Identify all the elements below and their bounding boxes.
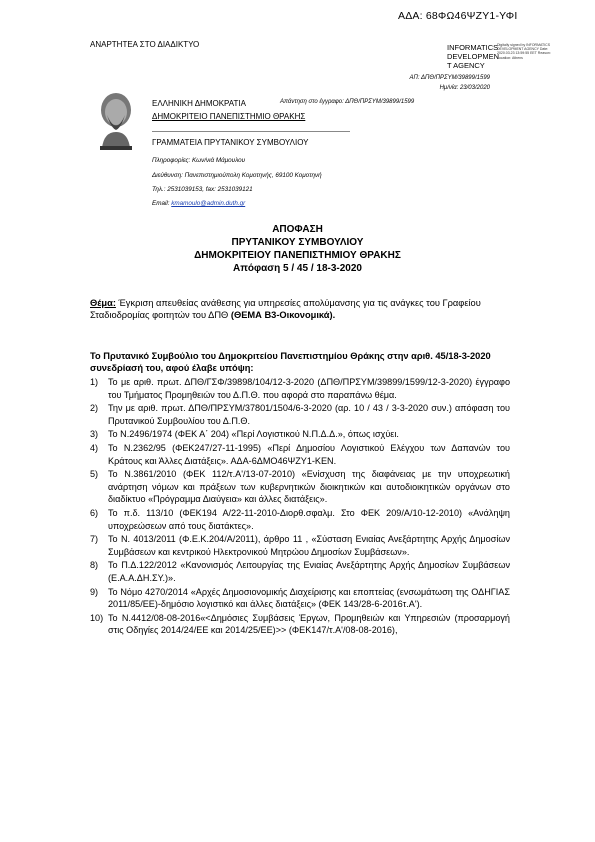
item-text: Το Ν.4412/08-08-2016«<Δημόσιες Συμβάσεις Έργων, Προμηθειών και Υπηρεσιών (προσαρμογή στις Οδηγίες 2014/24/ΕΕ και 2014/25/ΕΕ)>> (ΦΕΚ147/τ.Α'/08-08-2016), (108, 612, 510, 636)
ada-code: ΑΔΑ: 68ΦΩ46ΨΖΥ1-ΥΦΙ (398, 10, 518, 22)
item-number: 6) (90, 507, 99, 518)
item-text: Το με αριθ. πρωτ. ΔΠΘ/ΓΣΦ/39898/104/12-3-2020 (ΔΠΘ/ΠΡΣΥΜ/39899/1599/12-3-2020) έγγραφο του Τμήματος Προμηθειών του Δ.Π.Θ. που αφορά στο παραπάνω θέμα. (108, 377, 510, 400)
item-text: Το Ν.2496/1974 (ΦΕΚ Α΄ 204) «Περί Λογιστικού Ν.Π.Δ.Δ.», όπως ισχύει. (108, 429, 399, 440)
subject-topic: (ΘΕΜΑ Β3-Οικονομικά). (230, 310, 336, 320)
subject-text: Έγκριση απευθείας ανάθεσης για υπηρεσίες απολύμανσης για τις ανάγκες του Γραφείου Σταδιοδρομίας φοιτητών του ΔΠΘ (90, 298, 481, 320)
phone-fax: Τηλ.: 2531039153, fax: 2531039121 (152, 186, 253, 193)
title-decision: ΑΠΟΦΑΣΗ (272, 224, 323, 235)
item-number: 2) (90, 403, 99, 414)
list-item (90, 612, 510, 637)
list-item (90, 442, 510, 467)
considerations-list (90, 376, 510, 638)
reply-reference: Απάντηση στο έγγραφο: ΔΠΘ/ΠΡΣΥΜ/39899/1599 (280, 99, 415, 105)
signature-details: Digitally signed by INFORMATICS DEVELOPMENT AGENCY Date: 2020.03.23 13:59:55 EET Reason: Location: Athens (497, 43, 551, 60)
item-number: 5) (90, 469, 99, 480)
email-link[interactable]: kmamoulo@admin.duth.gr (171, 200, 246, 207)
item-number: 7) (90, 534, 99, 545)
item-text: Το π.δ. 113/10 (ΦΕΚ194 Α/22-11-2010-Διορθ.σφαλμ. Στο ΦΕΚ 209/Α/10-12-2010) «Ανάληψη υποχρεώσεων από τους διατάκτες». (108, 507, 510, 531)
item-number: 1) (90, 377, 99, 387)
democritus-bust-logo (90, 88, 142, 150)
item-text: Το Ν.2362/95 (ΦΕΚ247/27-11-1995) «Περί Δημοσίου Λογιστικού Ελέγχου των Δαπανών του Κράτους και Άλλες Διατάξεις». ΑΔΑ-6ΔΜΟ46ΨΖΥ1-ΚΕΝ. (108, 442, 510, 466)
protocol-number: ΑΠ: ΔΠΘ/ΠΡΣΥΜ/39899/1599 (409, 75, 490, 81)
header-divider (152, 131, 350, 132)
protocol-block (380, 73, 490, 93)
list-item (90, 533, 510, 558)
decision-number: Απόφαση 5 / 45 / 18-3-2020 (233, 263, 362, 274)
list-item (90, 586, 510, 611)
contact-person: Πληροφορίες: Κων/νιά Μάμουλου (152, 157, 246, 164)
address: Διεύθυνση: Πανεπιστημιούπολη Κομοτηνής, 69100 Κομοτηνή (152, 172, 322, 179)
list-item (90, 507, 510, 532)
item-text: Το Π.Δ.122/2012 «Κανονισμός Λειτουργίας της Ενιαίας Ανεξάρτητης Αρχής Δημοσίων Συμβάσεων (Ε.Α.Α.ΔΗ.ΣΥ.)». (108, 560, 510, 583)
title-university: ΔΗΜΟΚΡΙΤΕΙΟΥ ΠΑΝΕΠΙΣΤΗΜΙΟΥ ΘΡΑΚΗΣ (194, 250, 401, 261)
item-number: 4) (90, 442, 99, 453)
item-text: Το Ν. 4013/2011 (Φ.Ε.Κ.204/Α/2011), άρθρο 11 , «Σύσταση Ενιαίας Ανεξάρτητης Αρχής Δημοσίων Συμβάσεων και κεντρικού Ηλεκτρονικού Μητρώου Δημοσίων Συμβάσεων». (108, 534, 510, 557)
title-council: ΠΡΥΤΑΝΙΚΟΥ ΣΥΜΒΟΥΛΙΟΥ (231, 237, 364, 248)
signature-agency: INFORMATICS DEVELOPMEN T AGENCY (447, 43, 500, 70)
email-label: Email: (152, 200, 172, 207)
subject-label: Θέμα: (90, 298, 116, 308)
secretariat-name: ΓΡΑΜΜΑΤΕΙΑ ΠΡΥΤΑΝΙΚΟΥ ΣΥΜΒΟΥΛΙΟΥ (152, 138, 309, 147)
item-number: 8) (90, 560, 99, 571)
list-item (90, 402, 510, 427)
item-number: 3) (90, 429, 99, 440)
protocol-date: Ημ/νία: 23/03/2020 (439, 85, 490, 91)
email-line (152, 200, 245, 207)
subject (90, 297, 510, 321)
list-item (90, 428, 510, 441)
university-name: ΔΗΜΟΚΡΙΤΕΙΟ ΠΑΝΕΠΙΣΤΗΜΙΟ ΘΡΑΚΗΣ (152, 112, 306, 121)
item-number: 9) (90, 586, 99, 597)
item-text: Το Νόμο 4270/2014 «Αρχές Δημοσιονομικής Διαχείρισης και εποπτείας (ενσωμάτωση της ΟΔΗΓΙΑΣ 2011/85/ΕΕ)-δημόσιο λογιστικό και άλλες διατάξεις» (ΦΕΚ 143/28-6-2016τ.Α'). (108, 586, 510, 610)
list-item (90, 468, 510, 506)
item-number: 10) (90, 612, 104, 623)
item-text: Το Ν.3861/2010 (ΦΕΚ 112/τ.Α'/13-07-2010) «Ενίσχυση της διαφάνειας με την υποχρεωτική ανάρτηση νόμων και πράξεων των κυβερνητικών διοικητικών και αυτοδιοικητικών οργάνων στο διαδίκτυο «Πρόγραμμα Διαύγεια» και άλλες διατάξεις». (108, 469, 510, 505)
posted-online-label: ΑΝΑΡΤΗΤΕΑ ΣΤΟ ΔΙΑΔΙΚΤΥΟ (90, 40, 200, 49)
list-item (90, 559, 510, 584)
state-name: ΕΛΛΗΝΙΚΗ ΔΗΜΟΚΡΑΤΙΑ (152, 99, 246, 108)
intro-paragraph: Το Πρυτανικό Συμβούλιο του Δημοκριτείου Πανεπιστημίου Θράκης στην αριθ. 45/18-3-2020 συνεδρίασή του, αφού έλαβε υπόψη: (90, 351, 491, 373)
item-text: Την με αριθ. πρωτ. ΔΠΘ/ΠΡΣΥΜ/37801/1504/6-3-2020 (αρ. 10 / 43 / 3-3-2020 συν.) απόφαση του Πρυτανικού Συμβουλίου του Δ.Π.Θ. (108, 403, 510, 426)
list-item (90, 376, 510, 401)
